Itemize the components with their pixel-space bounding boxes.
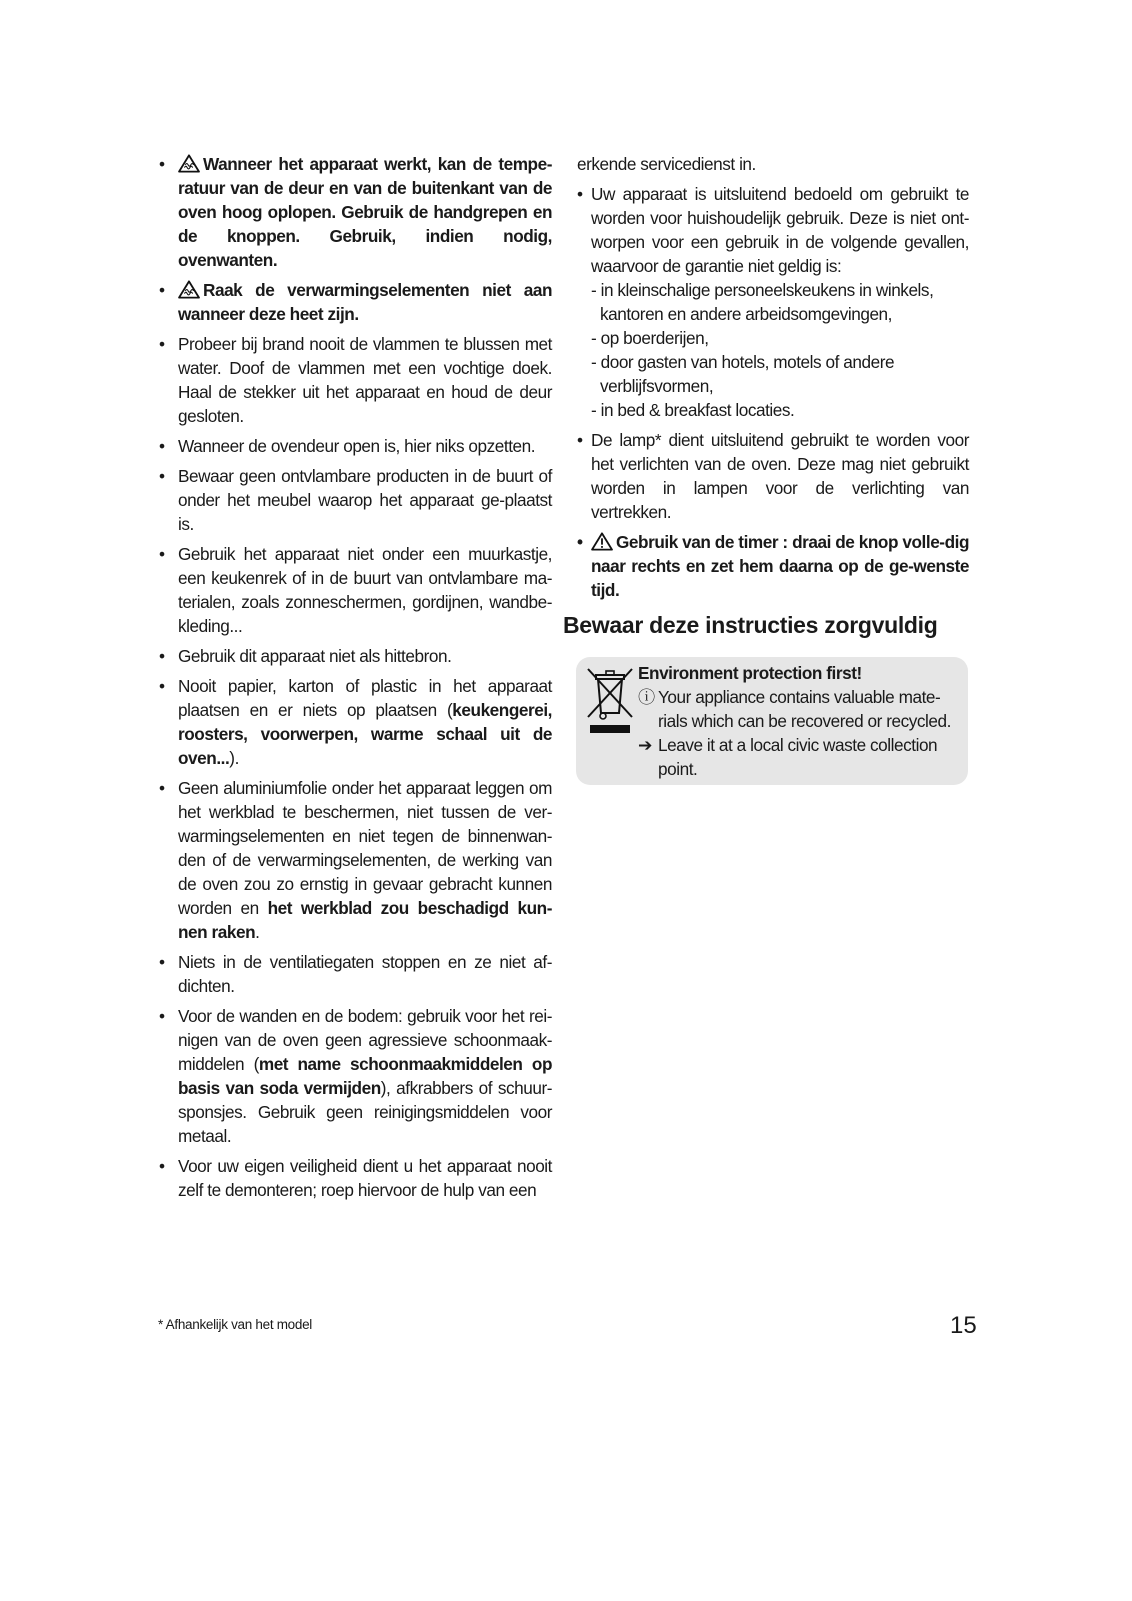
environment-title: Environment protection first! — [638, 663, 862, 683]
lamp-item — [577, 428, 969, 524]
timer-text: Gebruik van de timer : draai de knop volle-dig naar rechts en zet hem daarna op de ge-wenste tijd. — [591, 532, 969, 600]
usage-item — [577, 182, 969, 278]
heat-warning-icon — [178, 154, 200, 173]
environment-line-collection — [638, 733, 960, 781]
bold-text: Wanneer het apparaat werkt, kan de tempe-ratuur van de deur en van de buitenkant van de oven hoog oplopen. Gebruik de handgrepen en de knoppen. Gebruik, indien nodig, ovenwanten. — [178, 154, 552, 270]
heat-warning-icon — [178, 280, 200, 299]
body-text: ). — [229, 748, 239, 768]
footnote: * Afhankelijk van het model — [158, 1317, 312, 1332]
recycle-text: Your appliance contains valuable mate-rials which can be recovered or recycled. — [658, 687, 951, 731]
environment-text — [638, 661, 960, 781]
bullet-item — [158, 542, 552, 638]
environment-notice — [576, 657, 968, 785]
bullet-item — [158, 1154, 552, 1202]
exclusion-item: - in kleinschalige personeelskeukens in winkels, kantoren en andere arbeidsomgevingen, — [591, 280, 934, 324]
body-text: Probeer bij brand nooit de vlammen te blussen met water. Doof de vlammen met een vochtige doek. Haal de stekker uit het apparaat en houd de deur gesloten. — [178, 334, 552, 426]
exclusion-item: - op boerderijen, — [591, 328, 709, 348]
info-icon: ⓘ — [638, 687, 655, 707]
bold-text: Raak de verwarmingselementen niet aan wanneer deze heet zijn. — [178, 280, 552, 324]
body-text: . — [255, 922, 260, 942]
bullet-item — [158, 1004, 552, 1148]
bold-text: het werkblad zou beschadigd kun-nen raken — [178, 898, 552, 942]
exclusion-item: - door gasten van hotels, motels of andere verblijfsvormen, — [591, 352, 895, 396]
exclusion-item: - in bed & breakfast locaties. — [591, 400, 795, 420]
body-text: ), afkrabbers of schuur-sponsjes. Gebruik geen reinigingsmiddelen voor metaal. — [178, 1078, 552, 1146]
arrow-icon: ➔ — [638, 735, 652, 755]
environment-line-recycle — [638, 685, 960, 733]
bullet-item — [158, 644, 552, 668]
body-text: Geen aluminiumfolie onder het apparaat leggen om het werkblad te beschermen, niet tussen de ver-warmingselementen en niet tegen de binnenwan-den of de verwarmingselementen, de werking van de oven zou zo ernstig in gevaar gebracht kunnen worden en — [178, 778, 552, 918]
body-text: Niets in de ventilatiegaten stoppen en ze niet af-dichten. — [178, 952, 552, 996]
body-text: Nooit papier, karton of plastic in het apparaat plaatsen en er niets op plaatsen ( — [178, 676, 552, 720]
usage-text: Uw apparaat is uitsluitend bedoeld om gebruikt te worden voor huishoudelijk gebruik. Deze is niet ont-worpen voor een gebruik in de volgende gevallen, waarvoor de garantie niet geldig is: — [591, 184, 969, 276]
body-text: Wanneer de ovendeur open is, hier niks opzetten. — [178, 436, 536, 456]
timer-item — [577, 530, 969, 602]
exclusion-list — [577, 278, 969, 422]
body-text: Gebruik dit apparaat niet als hittebron. — [178, 646, 452, 666]
bullet-item — [158, 950, 552, 998]
body-text: Gebruik het apparaat niet onder een muurkastje, een keukenrek of in de buurt van ontvlambare ma-terialen, zoals zonneschermen, gordijnen, wandbe-kleding... — [178, 544, 552, 636]
left-column — [158, 152, 552, 1208]
lamp-text: De lamp* dient uitsluitend gebruikt te worden voor het verlichten van de oven. Deze mag niet gebruikt worden in lampen voor de verlichting van vertrekken. — [591, 430, 969, 522]
bold-text: met name schoonmaakmiddelen op basis van soda vermijden — [178, 1054, 552, 1098]
bullet-item — [158, 332, 552, 428]
bullet-item — [158, 776, 552, 944]
bullet-item — [158, 278, 552, 326]
right-column — [563, 152, 969, 639]
bold-text: keukengerei, roosters, voorwerpen, warme schaal uit de oven... — [178, 700, 552, 768]
bullet-item — [158, 674, 552, 770]
section-heading: Bewaar deze instructies zorgvuldig — [563, 612, 938, 638]
bullet-item — [158, 464, 552, 536]
page-number: 15 — [950, 1312, 977, 1339]
collection-text: Leave it at a local civic waste collection point. — [658, 735, 938, 779]
bullet-item — [158, 152, 552, 272]
body-text: Voor de wanden en de bodem: gebruik voor het rei-nigen van de oven geen agressieve schoonmaak-middelen ( — [178, 1006, 552, 1074]
body-text: Voor uw eigen veiligheid dient u het apparaat nooit zelf te demonteren; roep hiervoor de hulp van een — [178, 1156, 552, 1200]
warning-icon — [591, 532, 613, 551]
body-text: Bewaar geen ontvlambare producten in de buurt of onder het meubel waarop het apparaat ge-plaatst is. — [178, 466, 552, 534]
bullet-item — [158, 434, 552, 458]
crossed-bin-icon — [584, 665, 636, 735]
continuation-text: erkende servicedienst in. — [577, 154, 756, 174]
